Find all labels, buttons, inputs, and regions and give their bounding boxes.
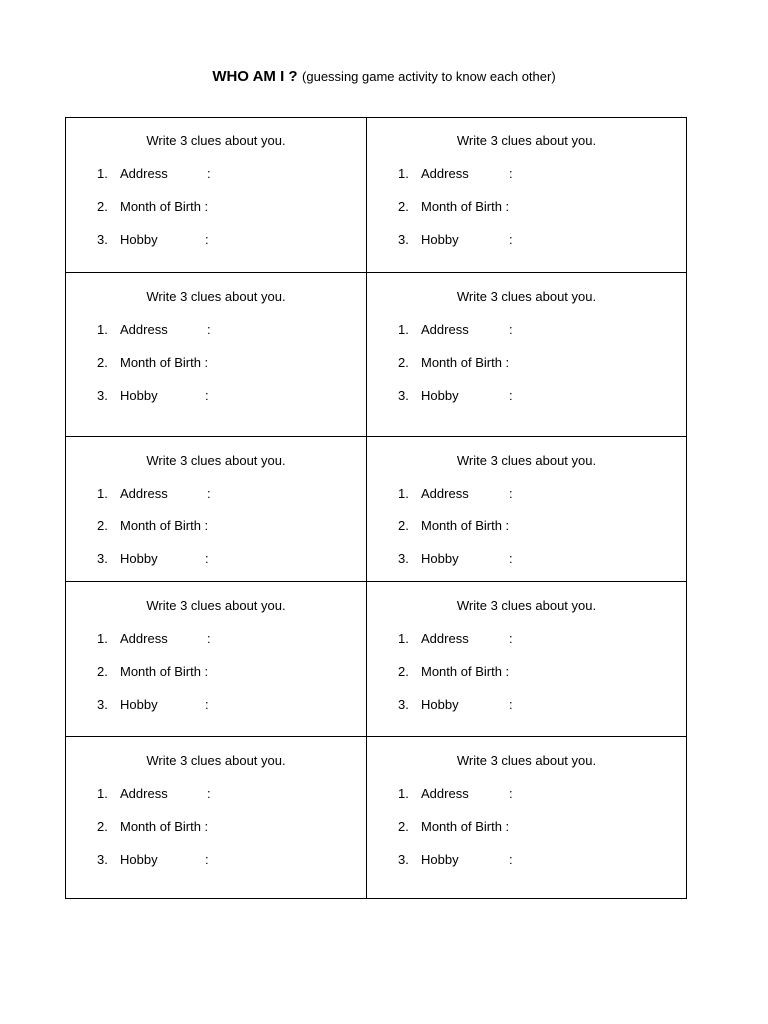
item-colon: : bbox=[509, 786, 513, 801]
item-number: 2. bbox=[398, 664, 409, 679]
item-label: Address bbox=[421, 322, 469, 337]
item-number: 2. bbox=[398, 199, 409, 214]
item-colon: : bbox=[509, 166, 513, 181]
item-colon: : bbox=[509, 486, 513, 501]
item-number: 3. bbox=[97, 232, 108, 247]
clue-card-heading: Write 3 clues about you. bbox=[456, 598, 597, 613]
clue-card-heading: Write 3 clues about you. bbox=[456, 289, 597, 304]
item-label: Address bbox=[421, 786, 469, 801]
clue-card-heading: Write 3 clues about you. bbox=[146, 453, 286, 468]
item-label: Address bbox=[120, 166, 168, 181]
item-number: 3. bbox=[398, 232, 409, 247]
item-label: Month of Birth : bbox=[120, 819, 209, 834]
item-label: Hobby bbox=[421, 697, 459, 712]
item-colon: : bbox=[205, 232, 209, 247]
item-label: Month of Birth : bbox=[421, 355, 510, 370]
item-number: 2. bbox=[97, 664, 108, 679]
item-label: Address bbox=[120, 486, 168, 501]
item-label: Month of Birth : bbox=[120, 355, 209, 370]
item-number: 1. bbox=[97, 166, 108, 181]
item-colon: : bbox=[205, 697, 209, 712]
item-label: Hobby bbox=[421, 852, 459, 867]
clue-card bbox=[367, 273, 686, 436]
item-label: Address bbox=[120, 631, 168, 646]
item-label: Hobby bbox=[421, 551, 459, 566]
item-colon: : bbox=[509, 232, 513, 247]
item-number: 2. bbox=[97, 819, 108, 834]
item-number: 3. bbox=[97, 388, 108, 403]
item-label: Address bbox=[120, 786, 168, 801]
item-colon: : bbox=[509, 551, 513, 566]
item-number: 3. bbox=[97, 551, 108, 566]
clue-card bbox=[367, 437, 686, 581]
grid-row bbox=[66, 736, 686, 898]
clue-card bbox=[66, 437, 367, 581]
item-number: 3. bbox=[97, 697, 108, 712]
item-colon: : bbox=[205, 852, 209, 867]
item-colon: : bbox=[205, 551, 209, 566]
item-colon: : bbox=[205, 388, 209, 403]
item-number: 2. bbox=[97, 518, 108, 533]
grid-row bbox=[66, 272, 686, 436]
clue-card-heading: Write 3 clues about you. bbox=[146, 753, 286, 768]
clue-card bbox=[66, 118, 367, 272]
clue-card bbox=[367, 582, 686, 736]
item-colon: : bbox=[509, 852, 513, 867]
clue-card-heading: Write 3 clues about you. bbox=[456, 453, 597, 468]
item-number: 3. bbox=[398, 697, 409, 712]
item-label: Address bbox=[421, 631, 469, 646]
item-label: Address bbox=[421, 166, 469, 181]
clue-card bbox=[367, 118, 686, 272]
item-number: 1. bbox=[398, 322, 409, 337]
item-number: 1. bbox=[398, 786, 409, 801]
item-colon: : bbox=[207, 322, 211, 337]
item-label: Hobby bbox=[120, 852, 158, 867]
item-label: Month of Birth : bbox=[120, 518, 209, 533]
grid-row bbox=[66, 436, 686, 581]
item-label: Address bbox=[421, 486, 469, 501]
item-number: 3. bbox=[398, 852, 409, 867]
item-label: Hobby bbox=[421, 388, 459, 403]
clue-card-heading: Write 3 clues about you. bbox=[146, 289, 286, 304]
item-number: 2. bbox=[398, 355, 409, 370]
item-number: 1. bbox=[97, 322, 108, 337]
item-number: 1. bbox=[97, 631, 108, 646]
page-title bbox=[0, 68, 768, 86]
title-main: WHO AM I ? bbox=[212, 68, 298, 85]
item-number: 2. bbox=[97, 355, 108, 370]
grid-row bbox=[66, 581, 686, 736]
item-label: Hobby bbox=[120, 551, 158, 566]
item-number: 1. bbox=[398, 166, 409, 181]
clue-card-heading: Write 3 clues about you. bbox=[456, 753, 597, 768]
clue-card-heading: Write 3 clues about you. bbox=[456, 133, 597, 148]
item-colon: : bbox=[207, 786, 211, 801]
item-label: Hobby bbox=[120, 388, 158, 403]
item-colon: : bbox=[509, 388, 513, 403]
item-colon: : bbox=[207, 486, 211, 501]
item-label: Month of Birth : bbox=[421, 819, 510, 834]
item-number: 3. bbox=[398, 551, 409, 566]
item-number: 2. bbox=[398, 819, 409, 834]
clue-card-heading: Write 3 clues about you. bbox=[146, 133, 286, 148]
item-number: 1. bbox=[398, 631, 409, 646]
item-colon: : bbox=[207, 631, 211, 646]
item-label: Hobby bbox=[120, 697, 158, 712]
item-label: Address bbox=[120, 322, 168, 337]
clue-card bbox=[367, 737, 686, 898]
clue-cards-grid bbox=[65, 117, 687, 899]
item-colon: : bbox=[509, 322, 513, 337]
title-subtitle: (guessing game activity to know each other) bbox=[302, 69, 556, 84]
item-number: 2. bbox=[398, 518, 409, 533]
item-number: 3. bbox=[398, 388, 409, 403]
item-colon: : bbox=[207, 166, 211, 181]
clue-card bbox=[66, 737, 367, 898]
clue-card-heading: Write 3 clues about you. bbox=[146, 598, 286, 613]
item-label: Month of Birth : bbox=[421, 199, 510, 214]
item-number: 1. bbox=[97, 486, 108, 501]
item-label: Hobby bbox=[421, 232, 459, 247]
item-label: Month of Birth : bbox=[120, 199, 209, 214]
item-colon: : bbox=[509, 631, 513, 646]
item-label: Month of Birth : bbox=[421, 664, 510, 679]
item-label: Hobby bbox=[120, 232, 158, 247]
grid-row bbox=[66, 118, 686, 272]
clue-card bbox=[66, 582, 367, 736]
item-number: 1. bbox=[398, 486, 409, 501]
clue-card bbox=[66, 273, 367, 436]
item-number: 2. bbox=[97, 199, 108, 214]
item-colon: : bbox=[509, 697, 513, 712]
item-number: 3. bbox=[97, 852, 108, 867]
item-number: 1. bbox=[97, 786, 108, 801]
item-label: Month of Birth : bbox=[120, 664, 209, 679]
item-label: Month of Birth : bbox=[421, 518, 510, 533]
